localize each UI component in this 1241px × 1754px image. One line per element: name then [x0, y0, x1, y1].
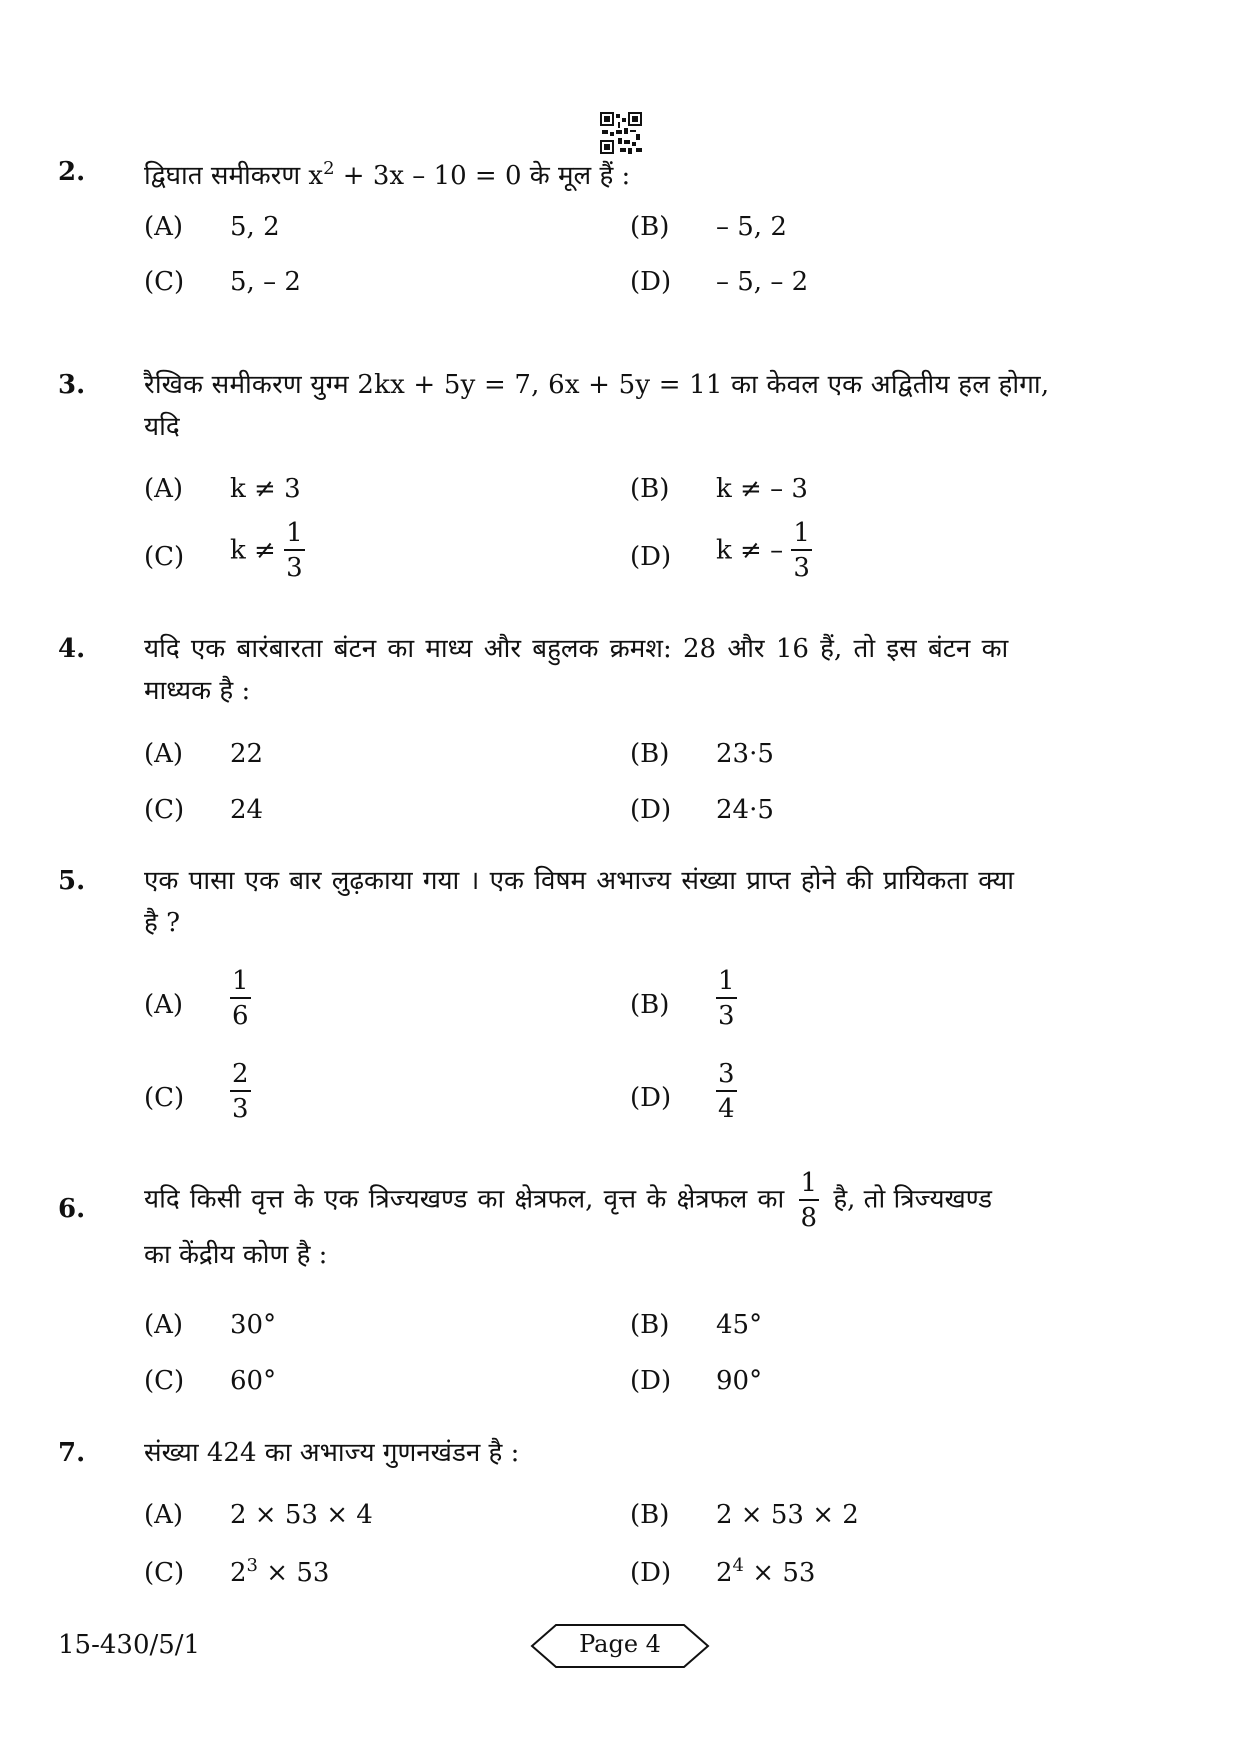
page-label: Page 4: [579, 1630, 661, 1658]
fraction-numerator: 1: [716, 968, 737, 999]
fraction-denominator: 3: [232, 1094, 249, 1124]
option-label: (C): [144, 542, 185, 572]
option-prefix: k ≠: [230, 535, 276, 566]
option-value: [230, 520, 305, 581]
option-value: k ≠ – 3: [716, 474, 808, 504]
option-label: (D): [630, 795, 672, 825]
power-base: 2: [230, 1558, 247, 1588]
fraction-denominator: 8: [800, 1203, 818, 1233]
exponent: 3: [246, 1555, 258, 1576]
fraction: [284, 520, 305, 581]
option-label: (D): [630, 1558, 672, 1588]
fraction: [716, 1061, 737, 1122]
option-value: [230, 1061, 251, 1122]
exponent: 4: [732, 1555, 744, 1576]
option-label: (B): [630, 474, 670, 504]
fraction: [230, 968, 251, 1029]
fraction-numerator: 1: [799, 1170, 820, 1201]
option-label: (D): [630, 1083, 672, 1113]
question-line: का केंद्रीय कोण है :: [144, 1240, 328, 1270]
option-value: 5, 2: [230, 212, 280, 242]
option-label: (D): [630, 267, 672, 297]
option-value: 60°: [230, 1366, 277, 1396]
question-number: 3.: [58, 370, 86, 400]
question-text-part: + 3x – 10 = 0 के मूल हैं :: [334, 161, 631, 191]
fraction-denominator: 3: [793, 553, 810, 583]
fraction-denominator: 4: [718, 1094, 735, 1124]
fraction-denominator: 6: [232, 1001, 249, 1031]
option-label: (C): [144, 1083, 185, 1113]
option-label: (A): [144, 474, 184, 504]
option-value: [230, 968, 251, 1029]
option-value: 24: [230, 795, 264, 825]
fraction-numerator: 1: [791, 520, 812, 551]
option-label: (C): [144, 1558, 185, 1588]
question-text: [144, 860, 1178, 944]
question-text: [144, 155, 1178, 197]
option-label: (A): [144, 212, 184, 242]
question-line: एक पासा एक बार लुढ़काया गया । एक विषम अभाज्य संख्या प्राप्त होने की प्रायिकता क्या: [144, 866, 1014, 896]
fraction-numerator: 1: [284, 520, 305, 551]
power-base: 2: [716, 1558, 733, 1588]
fraction: [799, 1170, 820, 1231]
option-value: [716, 1556, 815, 1590]
question-text: [144, 1170, 1178, 1279]
option-label: (A): [144, 1500, 184, 1530]
option-label: (A): [144, 990, 184, 1020]
option-label: (B): [630, 1310, 670, 1340]
question-text: [144, 364, 1178, 448]
question-number: 4.: [58, 634, 86, 664]
option-label: (C): [144, 795, 185, 825]
question-line: यदि: [144, 412, 180, 442]
question-number: 7.: [58, 1438, 86, 1468]
question-number: 6.: [58, 1194, 86, 1224]
option-value: 5, – 2: [230, 267, 301, 297]
option-prefix: k ≠ –: [716, 535, 784, 566]
fraction: [716, 968, 737, 1029]
question-text: [144, 628, 1178, 712]
option-value: 22: [230, 739, 264, 769]
question-text-part: है, तो त्रिज्यखण्ड: [833, 1184, 993, 1215]
paper-code: 15-430/5/1: [58, 1630, 201, 1660]
option-rest: × 53: [258, 1558, 330, 1588]
option-value: [716, 520, 812, 581]
option-value: 90°: [716, 1366, 763, 1396]
question-line: रैखिक समीकरण युग्म 2kx + 5y = 7, 6x + 5y = 11 का केवल एक अद्वितीय हल होगा,: [144, 370, 1050, 400]
question-number: 5.: [58, 866, 86, 896]
option-value: [716, 968, 737, 1029]
question-text: [144, 1432, 1178, 1474]
option-rest: × 53: [744, 1558, 816, 1588]
option-label: (C): [144, 267, 185, 297]
option-value: – 5, – 2: [716, 267, 809, 297]
page-number-badge: [530, 1622, 710, 1670]
question-line: है ?: [144, 908, 181, 938]
option-value: [230, 1556, 329, 1590]
fraction-denominator: 3: [286, 553, 303, 583]
option-value: 2 × 53 × 2: [716, 1500, 859, 1530]
question-line: [144, 1170, 1178, 1231]
option-label: (D): [630, 542, 672, 572]
fraction-numerator: 1: [230, 968, 251, 999]
option-value: 24·5: [716, 795, 774, 825]
fraction: [791, 520, 812, 581]
question-text-part: द्विघात समीकरण x: [144, 161, 324, 191]
question-text-part: यदि किसी वृत्त के एक त्रिज्यखण्ड का क्षेत्रफल, वृत्त के क्षेत्रफल का: [144, 1184, 785, 1215]
fraction-numerator: 2: [230, 1061, 251, 1092]
option-label: (B): [630, 212, 670, 242]
exponent: 2: [323, 158, 335, 179]
option-label: (A): [144, 739, 184, 769]
option-value: 23·5: [716, 739, 774, 769]
question-line: माध्यक है :: [144, 676, 251, 706]
fraction: [230, 1061, 251, 1122]
option-value: 2 × 53 × 4: [230, 1500, 373, 1530]
option-label: (D): [630, 1366, 672, 1396]
question-line: यदि एक बारंबारता बंटन का माध्य और बहुलक क्रमश: 28 और 16 हैं, तो इस बंटन का: [144, 634, 1009, 664]
option-value: k ≠ 3: [230, 474, 301, 504]
option-value: [716, 1061, 737, 1122]
option-label: (A): [144, 1310, 184, 1340]
option-label: (B): [630, 739, 670, 769]
fraction-numerator: 3: [716, 1061, 737, 1092]
question-line: संख्या 424 का अभाज्य गुणनखंडन है :: [144, 1438, 520, 1468]
fraction-denominator: 3: [718, 1001, 735, 1031]
question-number: 2.: [58, 157, 86, 187]
option-label: (B): [630, 990, 670, 1020]
qr-code-icon: [600, 112, 642, 154]
option-value: 45°: [716, 1310, 763, 1340]
option-value: 30°: [230, 1310, 277, 1340]
option-label: (C): [144, 1366, 185, 1396]
option-value: – 5, 2: [716, 212, 787, 242]
option-label: (B): [630, 1500, 670, 1530]
